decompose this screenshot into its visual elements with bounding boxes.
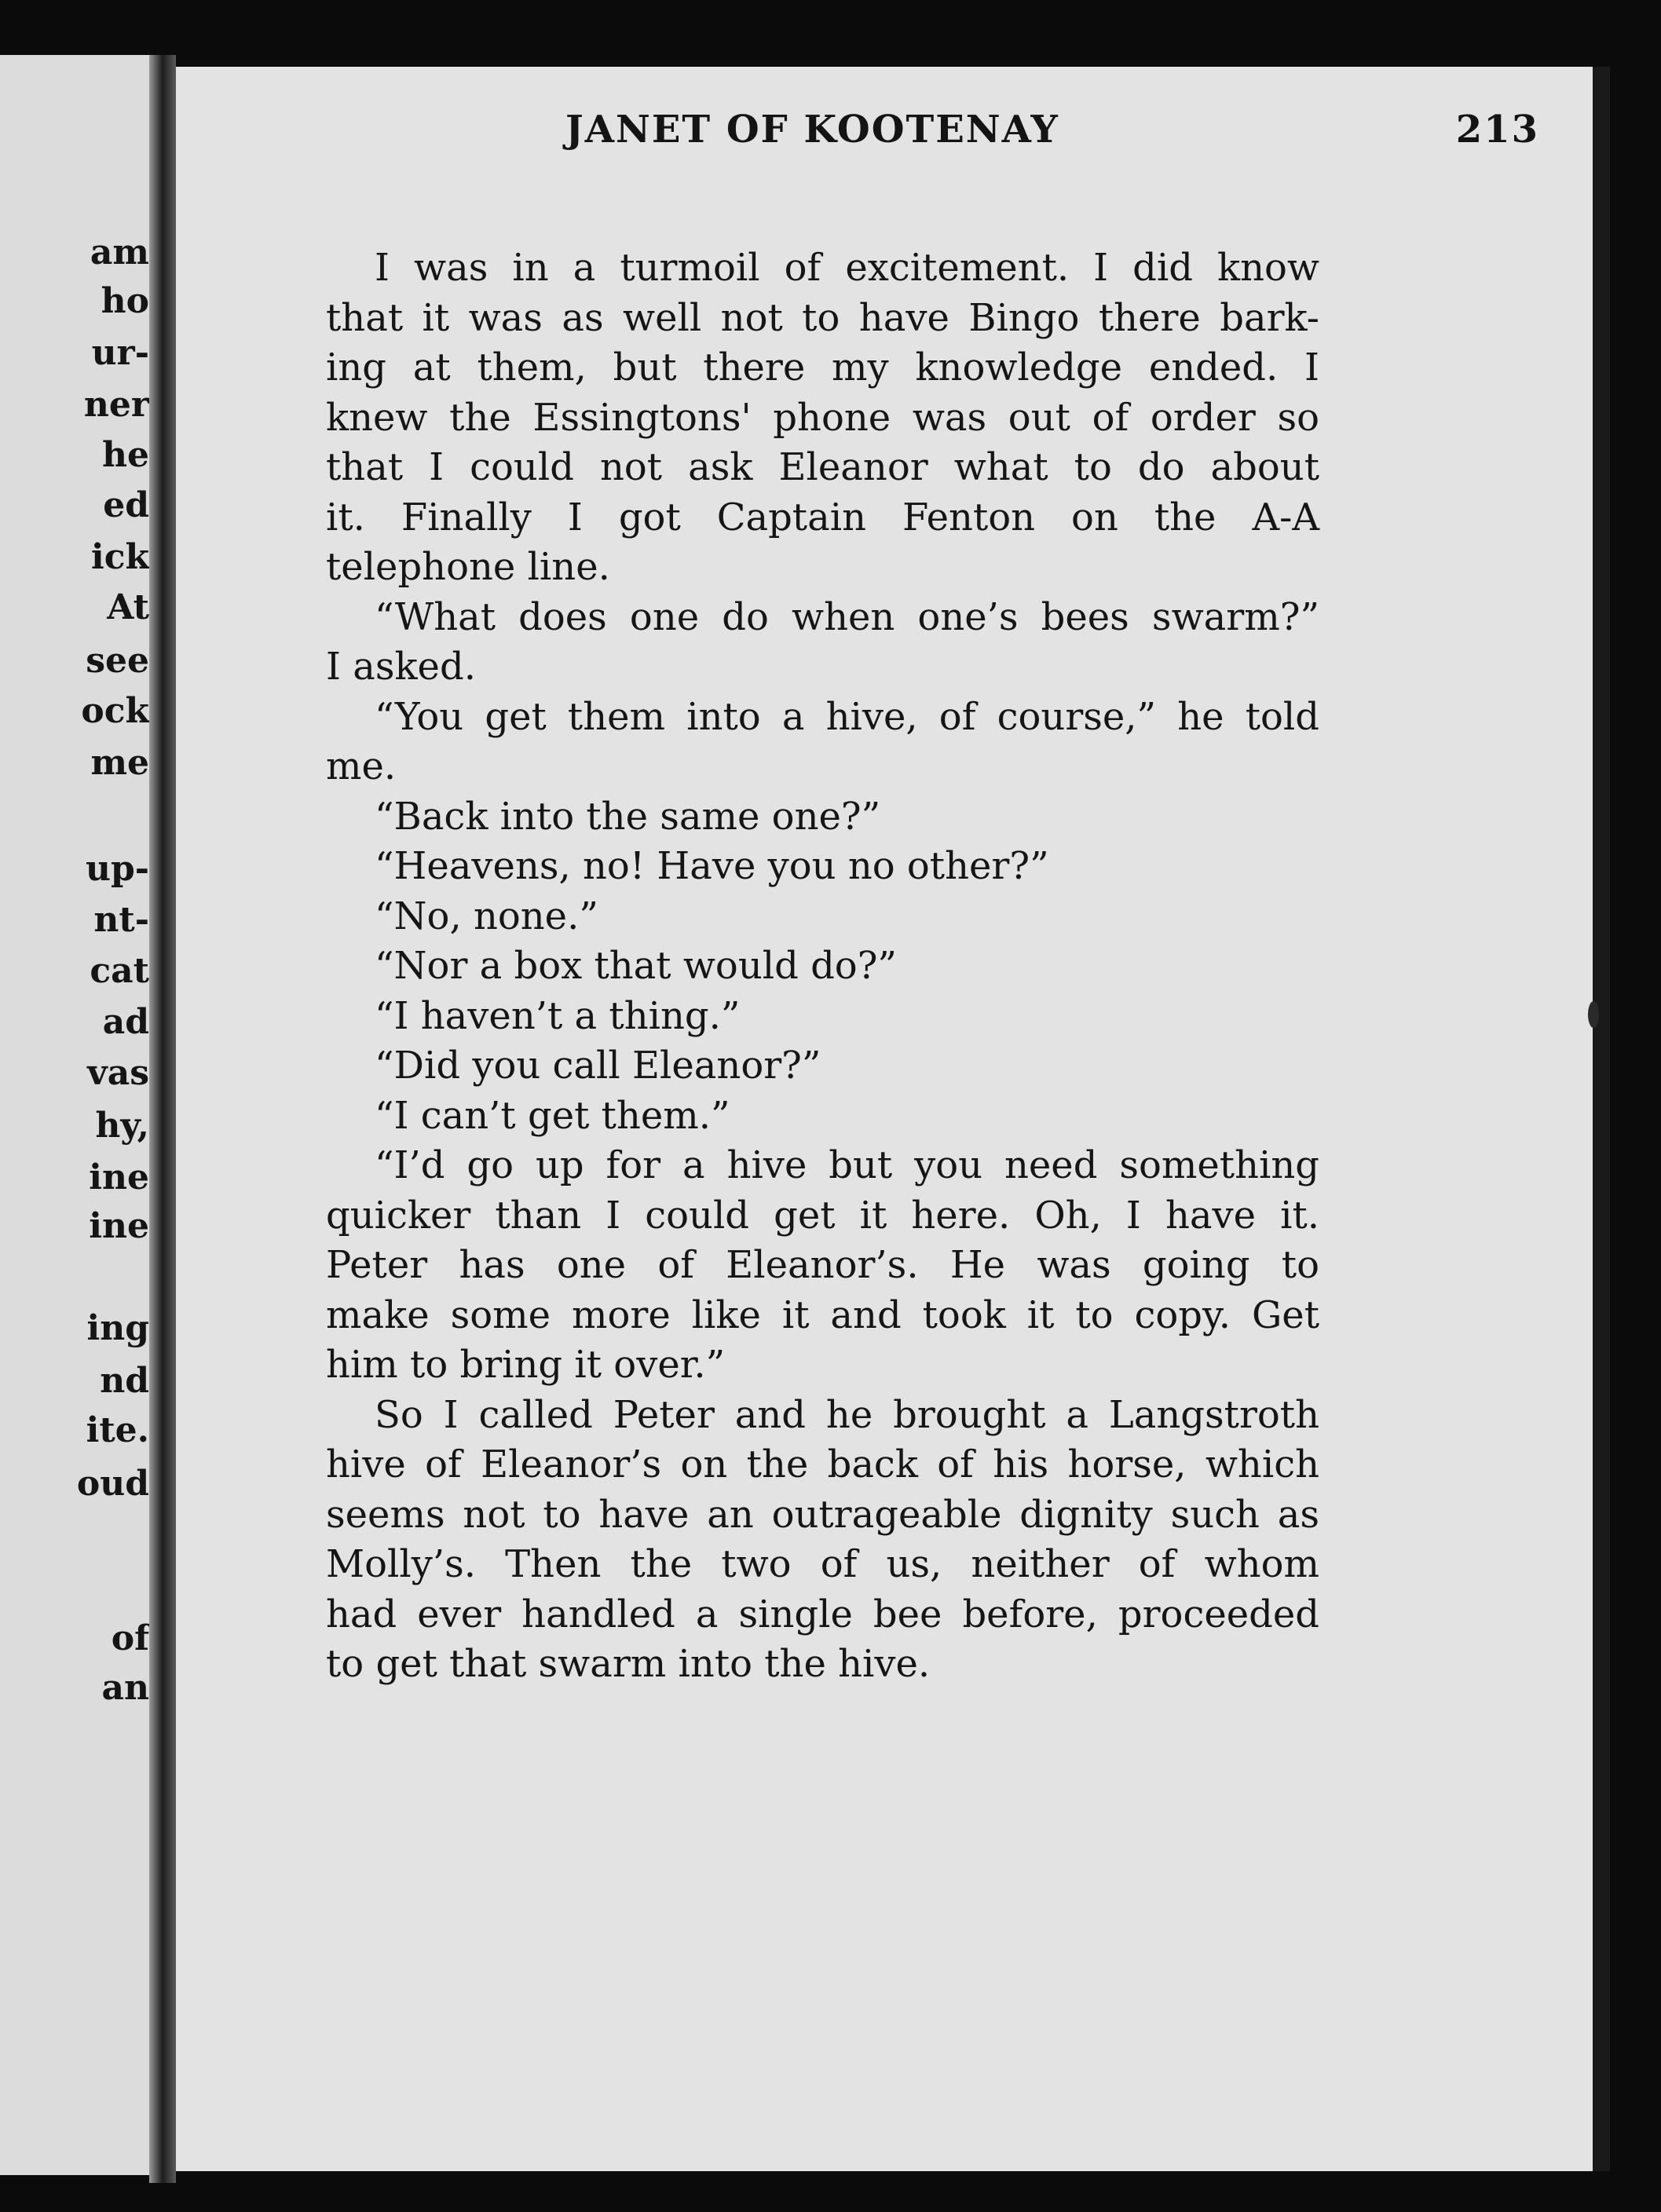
paragraph xyxy=(326,1041,1319,1091)
paragraph xyxy=(326,1141,1319,1391)
facing-page-fragment: ick xyxy=(91,537,149,577)
paragraph xyxy=(326,992,1319,1042)
text-line: “Heavens, no! Have you no other?” xyxy=(375,844,1049,888)
facing-page-fragment: an xyxy=(101,1668,149,1708)
running-title: JANET OF KOOTENAY xyxy=(565,108,1059,152)
paragraph xyxy=(326,892,1319,942)
text-line: “No, none.” xyxy=(375,894,598,938)
text-line: that I could not ask Eleanor what to do about xyxy=(326,445,1319,489)
text-line: “Back into the same one?” xyxy=(375,794,881,839)
facing-page-fragment: vas xyxy=(87,1053,149,1093)
text-line: “I’d go up for a hive but you need something xyxy=(375,1143,1319,1187)
book-gutter xyxy=(149,55,176,2183)
facing-page-fragment: cat xyxy=(90,951,149,991)
facing-page-fragment: ur- xyxy=(91,333,149,373)
text-line: him to bring it over.” xyxy=(326,1343,726,1387)
text-line: Molly’s. Then the two of us, neither of whom xyxy=(326,1542,1319,1586)
paragraph xyxy=(326,941,1319,992)
paragraph xyxy=(326,792,1319,843)
text-line: me. xyxy=(326,744,397,788)
facing-page-fragment: am xyxy=(90,232,149,272)
running-head xyxy=(389,106,1539,153)
facing-page-fragment: hy, xyxy=(95,1106,149,1146)
facing-page-fragment: see xyxy=(86,641,149,681)
text-line: quicker than I could get it here. Oh, I have it. xyxy=(326,1193,1319,1238)
facing-page-fragment: ock xyxy=(81,691,149,731)
paragraph xyxy=(326,1091,1319,1142)
facing-page-fragment: ner xyxy=(83,385,149,425)
facing-page-fragment: At xyxy=(107,587,149,627)
text-line: make some more like it and took it to copy. Get xyxy=(326,1292,1319,1337)
facing-page-fragments xyxy=(0,55,149,2175)
text-line: “I can’t get them.” xyxy=(375,1093,730,1138)
facing-page-fragment: ing xyxy=(86,1308,149,1348)
body-text xyxy=(326,243,1319,1690)
text-line: ing at them, but there my knowledge ended. I xyxy=(326,346,1319,389)
facing-page-fragment: ed xyxy=(103,485,149,525)
text-line: to get that swarm into the hive. xyxy=(326,1642,931,1686)
paragraph xyxy=(326,842,1319,892)
text-line: I was in a turmoil of excitement. I did know xyxy=(375,246,1319,290)
text-line: “You get them into a hive, of course,” he told xyxy=(375,694,1319,739)
paragraph xyxy=(326,693,1319,792)
facing-page-fragment: ad xyxy=(102,1002,149,1042)
text-line: “Did you call Eleanor?” xyxy=(375,1044,821,1088)
facing-page-fragment: nd xyxy=(100,1361,149,1401)
text-line: had ever handled a single bee before, proceeded xyxy=(326,1592,1319,1636)
scan-smudge xyxy=(1588,1001,1599,1028)
facing-page-fragment: ite. xyxy=(86,1410,149,1450)
facing-page-fragment: oud xyxy=(76,1464,149,1504)
text-line: that it was as well not to have Bingo there bark- xyxy=(326,295,1319,340)
facing-page-fragment: me xyxy=(90,743,149,783)
text-line: So I called Peter and he brought a Langstroth xyxy=(375,1392,1319,1437)
text-line: “I haven’t a thing.” xyxy=(375,993,741,1038)
paragraph xyxy=(326,243,1319,593)
facing-page-fragment: up- xyxy=(85,849,149,889)
text-line: it. Finally I got Captain Fenton on the A-A xyxy=(326,495,1319,539)
text-line: Peter has one of Eleanor’s. He was going to xyxy=(326,1243,1319,1287)
facing-page-fragment: he xyxy=(102,435,149,475)
facing-page-fragment: ine xyxy=(89,1206,149,1246)
facing-page-fragment: nt- xyxy=(93,900,149,940)
page-number: 213 xyxy=(1455,108,1539,152)
paragraph xyxy=(326,1391,1319,1690)
text-line: “Nor a box that would do?” xyxy=(375,944,897,988)
facing-page-fragment: of xyxy=(111,1618,149,1658)
text-line: hive of Eleanor’s on the back of his horse, which xyxy=(326,1442,1319,1486)
text-line: I asked. xyxy=(326,645,476,689)
text-line: knew the Essingtons' phone was out of order so xyxy=(326,395,1319,440)
paragraph xyxy=(326,593,1319,693)
text-line: seems not to have an outrageable dignity such as xyxy=(326,1492,1319,1537)
facing-page-fragment: ine xyxy=(89,1157,149,1197)
facing-page-fragment: ho xyxy=(101,281,149,321)
text-line: “What does one do when one’s bees swarm?” xyxy=(375,594,1319,639)
facing-page-edge xyxy=(0,55,149,2175)
text-line: telephone line. xyxy=(326,545,610,589)
